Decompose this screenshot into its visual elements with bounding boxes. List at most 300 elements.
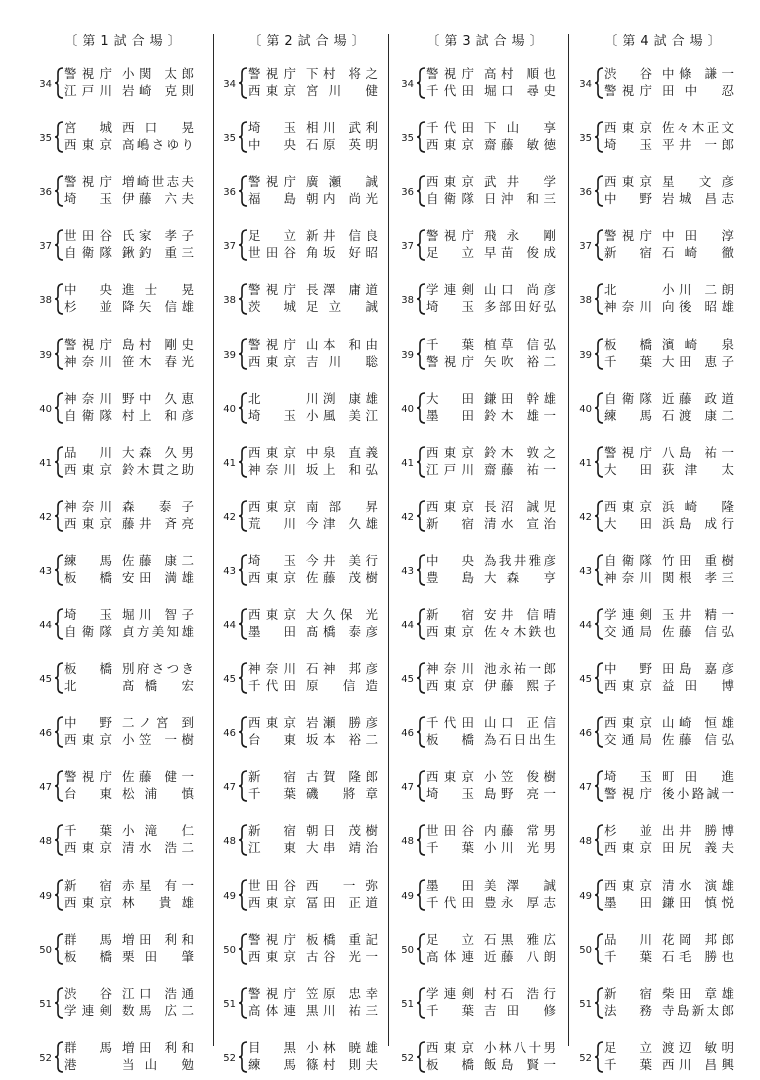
player-name: 石毛 勝也 [662, 948, 734, 964]
team-name: 茨 城 [248, 299, 296, 315]
match-number: 44 [39, 620, 52, 631]
team-name: 西東京 [64, 461, 112, 477]
match-number: 43 [579, 565, 592, 577]
team-name: 神奈川 [426, 661, 474, 677]
player-two [248, 1002, 378, 1020]
match-entry [214, 986, 404, 1026]
player-name: 山本 和由 [306, 336, 378, 352]
team-name: 西東京 [248, 569, 296, 585]
match-entry [570, 932, 760, 972]
match-entry [30, 986, 220, 1026]
bracket-brace [416, 1041, 426, 1073]
match-number: 51 [401, 998, 414, 1010]
team-name: 足 立 [248, 228, 296, 244]
match-entry [30, 120, 220, 160]
player-name: 渡辺 敏明 [662, 1039, 734, 1055]
bracket-brace [416, 121, 426, 153]
player-two [426, 785, 556, 803]
player-name: 岩城 昌志 [662, 191, 734, 207]
team-name: 千 葉 [426, 1002, 474, 1018]
team-name: 西東京 [248, 948, 296, 964]
bracket-brace [238, 121, 248, 153]
team-name: 西東京 [604, 877, 652, 893]
player-one [248, 985, 378, 1003]
bracket-brace [238, 662, 248, 694]
player-two [604, 1056, 734, 1074]
player-name: 関根 孝三 [662, 569, 734, 585]
bracket-brace [238, 933, 248, 965]
team-name: 中 央 [248, 137, 296, 153]
bracket-brace [54, 338, 64, 370]
player-two [426, 461, 556, 479]
bracket-brace [238, 554, 248, 586]
bracket-brace [54, 662, 64, 694]
team-name: 警視庁 [248, 174, 296, 190]
player-two [248, 1056, 378, 1074]
player-name: 岩瀬 勝彦 [306, 715, 378, 731]
player-name: 向後 昭雄 [662, 299, 734, 315]
match-number: 49 [579, 890, 592, 902]
match-entry [392, 769, 582, 809]
match-number: 38 [39, 295, 52, 307]
player-two [64, 461, 194, 479]
player-name: 貞方美知雄 [122, 624, 194, 639]
team-name: 新 宿 [248, 769, 296, 785]
player-two [64, 407, 194, 425]
team-name: 大 田 [604, 515, 652, 531]
player-one [426, 552, 556, 570]
player-name: 藤井 斉亮 [122, 515, 194, 531]
team-name: 西東京 [604, 840, 652, 856]
player-name: 中田 淳 [662, 228, 734, 244]
bracket-brace [594, 987, 604, 1019]
player-name: 当山 勉 [122, 1056, 194, 1072]
team-name: 西東京 [426, 624, 474, 639]
player-two [248, 569, 378, 587]
bracket-brace [54, 392, 64, 424]
team-name: 板 橋 [426, 732, 474, 748]
player-name: 早苗 俊成 [484, 245, 556, 261]
player-one [426, 985, 556, 1003]
team-name: 自衛隊 [604, 552, 652, 568]
bracket-brace [594, 446, 604, 478]
player-name: 竹田 重樹 [662, 552, 734, 568]
player-two [248, 353, 378, 371]
team-name: 中 央 [64, 282, 112, 298]
match-entry [570, 607, 760, 647]
player-two [248, 839, 378, 857]
player-name: 寺島新太郎 [662, 1002, 734, 1018]
match-entry [214, 932, 404, 972]
match-entry [30, 661, 220, 701]
player-two [248, 677, 378, 695]
player-name: 鈴木 雄一 [484, 407, 556, 423]
match-number: 47 [579, 782, 592, 794]
player-name: 冨田 正道 [306, 894, 378, 910]
player-two [248, 298, 378, 316]
player-two [604, 569, 734, 587]
player-name: 栗田 肇 [122, 948, 194, 964]
player-name: 鈴木貫之助 [122, 461, 194, 477]
player-two [426, 298, 556, 316]
team-name: 西東京 [248, 83, 296, 98]
bracket-brace [416, 662, 426, 694]
team-name: 板 橋 [426, 1056, 474, 1072]
team-name: 埼 玉 [426, 299, 474, 315]
match-number: 48 [401, 836, 414, 848]
player-name: 伊藤 六夫 [122, 191, 194, 207]
bracket-brace [594, 554, 604, 586]
match-number: 39 [401, 349, 414, 361]
bracket-brace [416, 933, 426, 965]
match-entry [392, 174, 582, 214]
player-name: 森 泰子 [122, 498, 194, 514]
player-two [426, 515, 556, 533]
player-two [604, 353, 734, 371]
player-one [426, 173, 556, 191]
bracket-brace [54, 175, 64, 207]
player-name: 玉井 精一 [662, 607, 734, 622]
match-entry [570, 553, 760, 593]
player-one [426, 1039, 556, 1057]
player-name: 山口 正信 [484, 715, 556, 731]
column-court-4 [570, 0, 760, 1072]
player-two [604, 785, 734, 803]
player-one [248, 227, 378, 245]
match-entry [570, 715, 760, 755]
bracket-brace [416, 175, 426, 207]
player-name: 古谷 光一 [306, 948, 378, 964]
player-one [248, 606, 378, 624]
bracket-brace [416, 770, 426, 802]
match-entry [30, 174, 220, 214]
bracket-brace [416, 879, 426, 911]
team-name: 群 馬 [64, 931, 112, 947]
bracket-brace [594, 283, 604, 315]
player-name: 日沖 和三 [484, 191, 556, 207]
player-two [426, 948, 556, 966]
player-name: 村上 和彦 [122, 407, 194, 423]
team-name: 埼 玉 [248, 407, 296, 423]
match-number: 48 [39, 836, 52, 848]
player-two [604, 515, 734, 533]
player-name: 為我井雅彦 [484, 552, 556, 568]
bracket-brace [54, 933, 64, 965]
player-one [426, 498, 556, 516]
team-name: 自衛隊 [426, 191, 474, 207]
player-one [248, 714, 378, 732]
match-number: 42 [579, 511, 592, 523]
player-name: 降矢 信雄 [122, 299, 194, 315]
player-two [64, 515, 194, 533]
match-number: 34 [223, 79, 236, 90]
bracket-brace [594, 879, 604, 911]
team-name: 練 馬 [248, 1056, 296, 1072]
player-two [426, 244, 556, 262]
bracket-brace [54, 229, 64, 261]
player-name: 高村 順也 [484, 66, 556, 81]
match-entry [30, 823, 220, 863]
player-name: 佐藤 信弘 [662, 624, 734, 639]
team-name: 北 [604, 282, 617, 298]
player-one [248, 173, 378, 191]
player-two [426, 136, 556, 154]
match-entry [392, 553, 582, 593]
team-name: 警視庁 [248, 985, 296, 1001]
player-one [604, 390, 734, 408]
player-name: 小川 光男 [484, 840, 556, 856]
team-name: 江戸川 [426, 461, 474, 477]
player-two [604, 731, 734, 749]
match-entry [214, 228, 404, 268]
match-number: 44 [579, 620, 592, 631]
player-name: 南部 昇 [306, 498, 378, 514]
player-name: 荻津 太 [662, 461, 734, 477]
match-number: 40 [39, 403, 52, 415]
player-one [604, 65, 734, 83]
player-name: 平井 一郎 [662, 137, 734, 153]
bracket-brace [416, 338, 426, 370]
player-one [426, 877, 556, 895]
team-name: 北 [248, 390, 261, 406]
team-name: 神奈川 [64, 498, 112, 514]
team-name: 港 [64, 1056, 77, 1072]
match-entry [30, 391, 220, 431]
team-name: 北 [64, 678, 77, 694]
team-name: 西東京 [426, 444, 474, 460]
team-name: 警視庁 [426, 228, 474, 244]
player-one [248, 65, 378, 83]
team-name: 西東京 [604, 498, 652, 514]
team-name: 埼 玉 [248, 120, 296, 136]
court-title: 〔第4試合場〕 [604, 34, 726, 49]
bracket-brace [594, 67, 604, 99]
player-two [248, 136, 378, 154]
player-name: 足立 誠 [306, 299, 378, 315]
match-entry [392, 715, 582, 755]
player-name: 高嶋さゆり [122, 137, 194, 153]
match-entry [214, 1040, 404, 1080]
bracket-brace [594, 662, 604, 694]
match-entry [392, 499, 582, 539]
match-entry [392, 282, 582, 322]
match-number: 40 [223, 403, 236, 415]
team-name: 西東京 [64, 840, 112, 856]
player-name: 川渕 康雄 [306, 390, 378, 406]
match-number: 51 [579, 998, 592, 1010]
player-two [248, 407, 378, 425]
team-name: 台 東 [64, 786, 112, 802]
team-name: 学連剣 [426, 985, 474, 1001]
player-name: 石黒 雅広 [484, 931, 556, 947]
match-entry [214, 878, 404, 918]
team-name: 西東京 [604, 120, 652, 136]
bracket-brace [416, 392, 426, 424]
match-entry [214, 445, 404, 485]
team-name: 江戸川 [64, 83, 112, 98]
player-name: 島村 剛史 [122, 336, 194, 352]
match-number: 45 [223, 674, 236, 686]
team-name: 神奈川 [604, 569, 652, 585]
match-entry [214, 66, 404, 106]
bracket-brace [238, 175, 248, 207]
player-name: 篠村 則夫 [306, 1056, 378, 1072]
player-two [426, 82, 556, 100]
bracket-brace [416, 716, 426, 748]
match-entry [570, 337, 760, 377]
match-number: 51 [223, 998, 236, 1010]
player-two [248, 731, 378, 749]
bracket-brace [416, 824, 426, 856]
player-name: 小風 美江 [306, 407, 378, 423]
player-two [426, 894, 556, 912]
match-number: 35 [401, 133, 414, 145]
team-name: 千代田 [426, 120, 474, 136]
match-entry [214, 823, 404, 863]
player-name: 花岡 邦郎 [662, 931, 734, 947]
player-two [426, 569, 556, 587]
team-name: 西東京 [604, 174, 652, 190]
match-number: 40 [401, 403, 414, 415]
team-name: 練 馬 [64, 552, 112, 568]
player-name: 吉川 聡 [306, 353, 378, 369]
player-two [248, 894, 378, 912]
match-number: 44 [401, 620, 414, 631]
team-name: 千代田 [426, 83, 474, 98]
player-name: 石渡 康二 [662, 407, 734, 423]
player-name: 佐藤 信弘 [662, 732, 734, 748]
match-number: 40 [579, 403, 592, 415]
team-name: 学連剣 [604, 607, 652, 622]
team-name: 西東京 [426, 174, 474, 190]
player-one [426, 119, 556, 137]
bracket-brace [238, 446, 248, 478]
player-two [426, 353, 556, 371]
player-one [604, 1039, 734, 1057]
player-two [426, 623, 556, 641]
player-one [604, 173, 734, 191]
player-one [64, 1039, 194, 1057]
player-one [604, 281, 734, 299]
player-two [604, 244, 734, 262]
match-entry [570, 66, 760, 106]
team-name: 西東京 [604, 715, 652, 731]
team-name: 渋 谷 [604, 66, 652, 81]
team-name: 法 務 [604, 1002, 652, 1018]
team-name: 杉 並 [64, 299, 112, 315]
match-entry [30, 607, 220, 647]
bracket-brace [54, 879, 64, 911]
player-name: 髙橋 泰彦 [306, 624, 378, 639]
player-two [64, 623, 194, 641]
player-name: 今津 久雄 [306, 515, 378, 531]
player-one [64, 768, 194, 786]
player-one [64, 552, 194, 570]
match-number: 52 [223, 1052, 236, 1064]
team-name: 西東京 [64, 515, 112, 531]
player-two [604, 190, 734, 208]
team-name: 練 馬 [604, 407, 652, 423]
player-name: 清水 宣治 [484, 515, 556, 531]
team-name: 神奈川 [64, 353, 112, 369]
player-name: 石崎 徹 [662, 245, 734, 261]
player-one [604, 877, 734, 895]
team-name: 台 東 [248, 732, 296, 748]
team-name: 西東京 [426, 498, 474, 514]
bracket-brace [54, 824, 64, 856]
bracket-brace [238, 716, 248, 748]
player-two [426, 1056, 556, 1074]
player-one [248, 822, 378, 840]
match-entry [214, 337, 404, 377]
match-entry [214, 769, 404, 809]
match-number: 48 [223, 836, 236, 848]
match-number: 35 [223, 133, 236, 145]
team-name: 中 央 [426, 552, 474, 568]
player-one [604, 552, 734, 570]
bracket-brace [594, 175, 604, 207]
match-number: 35 [579, 133, 592, 145]
player-one [64, 281, 194, 299]
player-two [64, 136, 194, 154]
player-name: 小林 暁雄 [306, 1039, 378, 1055]
match-number: 44 [223, 620, 236, 631]
player-one [604, 931, 734, 949]
team-name: 警視庁 [604, 444, 652, 460]
bracket-brace [594, 229, 604, 261]
bracket-brace [238, 1041, 248, 1073]
player-one [64, 714, 194, 732]
match-number: 38 [579, 295, 592, 307]
team-name: 西東京 [64, 137, 112, 153]
player-two [248, 623, 378, 641]
player-name: 増田 利和 [122, 1039, 194, 1055]
player-one [604, 119, 734, 137]
bracket-brace [594, 716, 604, 748]
match-number: 41 [39, 457, 52, 469]
team-name: 警視庁 [64, 336, 112, 352]
team-name: 新 宿 [64, 877, 112, 893]
player-name: 村石 浩行 [484, 985, 556, 1001]
player-name: 鎌田 慎悦 [662, 894, 734, 910]
player-name: 後小路誠一 [662, 786, 734, 802]
bracket-brace [238, 67, 248, 99]
player-two [604, 298, 734, 316]
player-one [248, 1039, 378, 1057]
team-name: 世田谷 [426, 823, 474, 839]
bracket-brace [416, 446, 426, 478]
player-one [604, 985, 734, 1003]
player-one [426, 606, 556, 624]
team-name: 宮 城 [64, 120, 112, 136]
player-one [248, 119, 378, 137]
player-name: 堀川 智子 [122, 607, 194, 622]
match-number: 49 [401, 890, 414, 902]
player-name: 板橋 重記 [306, 931, 378, 947]
team-name: 西東京 [248, 715, 296, 731]
bracket-brace [238, 500, 248, 532]
player-one [604, 498, 734, 516]
player-one [426, 931, 556, 949]
team-name: 埼 玉 [248, 552, 296, 568]
match-number: 47 [223, 782, 236, 794]
bracket-brace [238, 770, 248, 802]
team-name: 群 馬 [64, 1039, 112, 1055]
match-entry [214, 715, 404, 755]
column-court-3 [392, 0, 582, 1072]
bracket-brace [416, 67, 426, 99]
player-two [64, 82, 194, 100]
